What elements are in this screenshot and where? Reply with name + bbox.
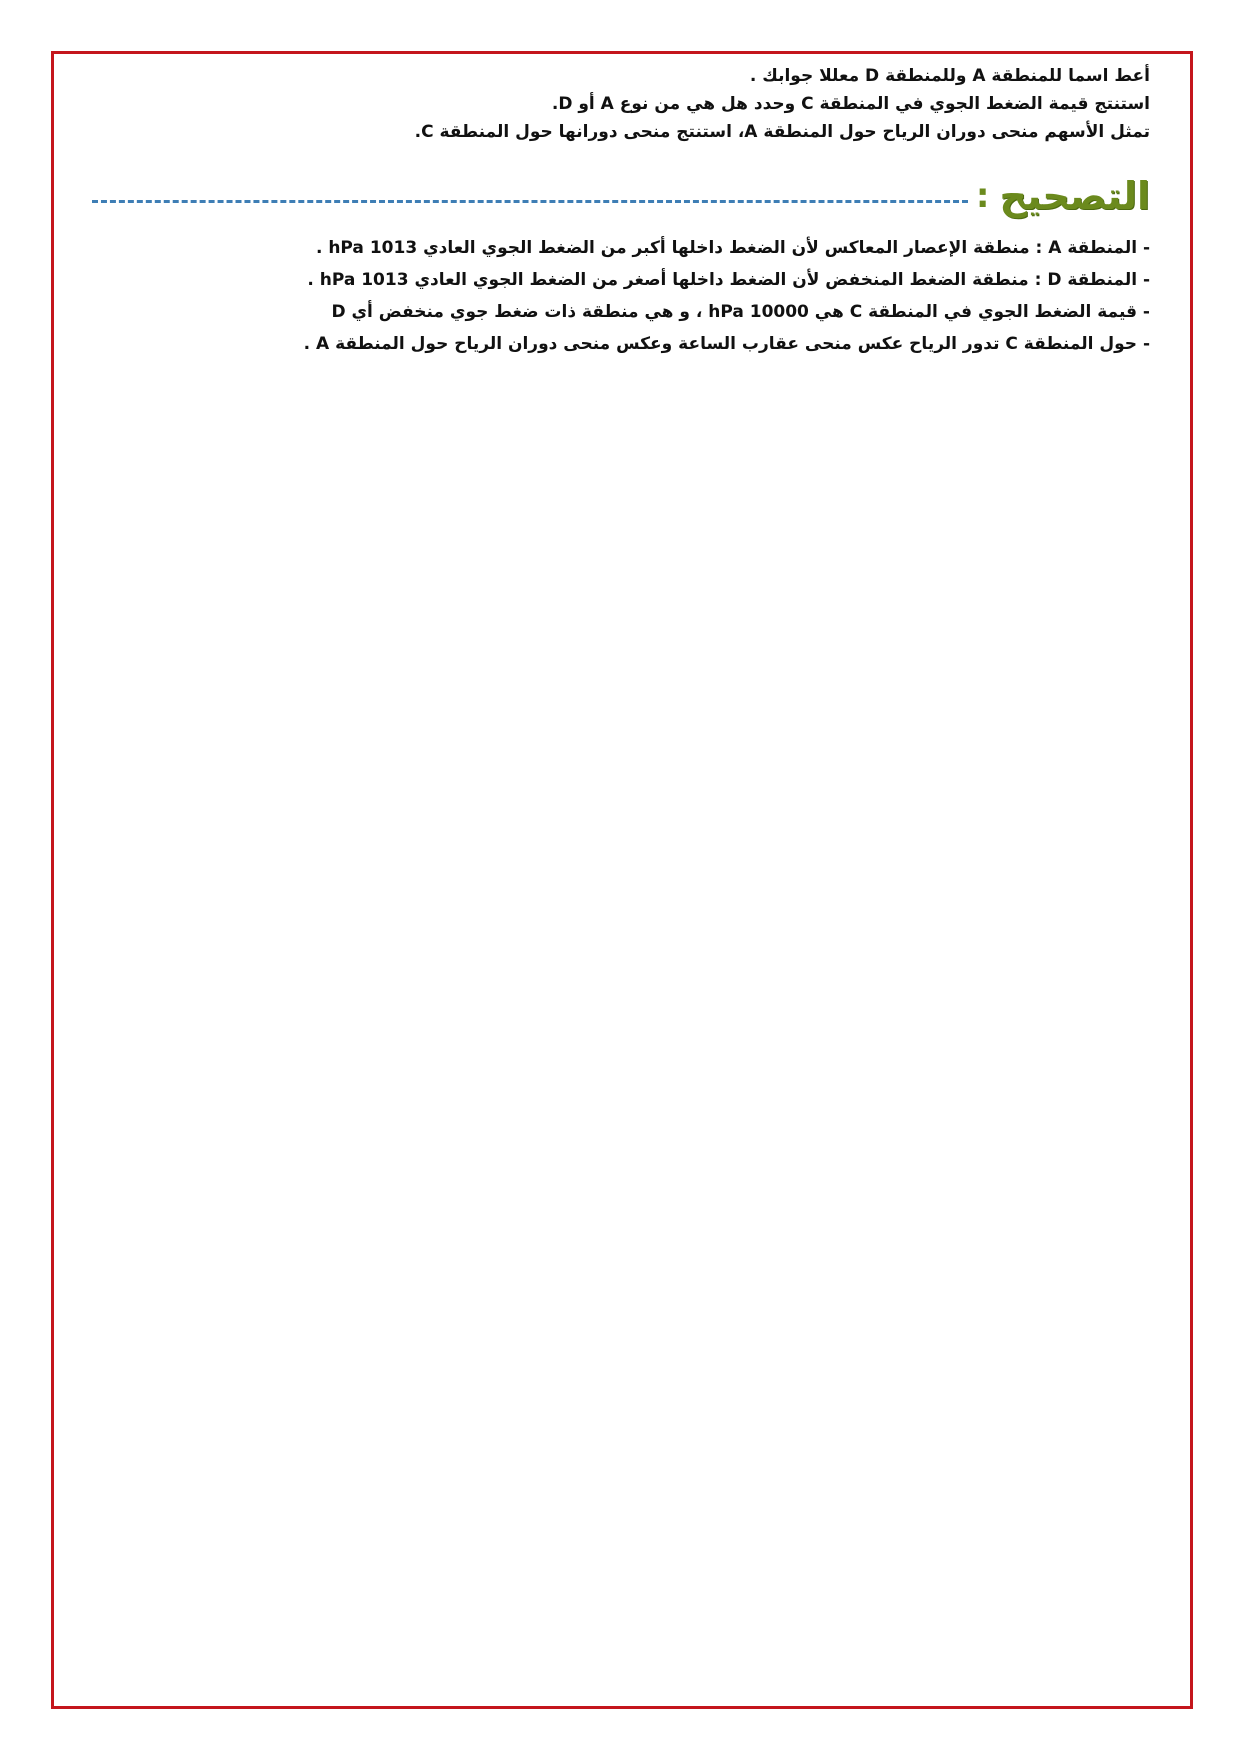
answer-line: - المنطقة D : منطقة الضغط المنخفض لأن الضغط داخلها أصغر من الضغط الجوي العادي 1013 hPa .: [307, 270, 1150, 290]
question-line: أعط اسما للمنطقة A وللمنطقة D معللا جوابك .: [749, 66, 1150, 86]
question-line: استنتج قيمة الضغط الجوي في المنطقة C وحدد هل هي من نوع A أو D.: [551, 94, 1150, 114]
answer-line: - المنطقة A : منطقة الإعصار المعاكس لأن الضغط داخلها أكبر من الضغط الجوي العادي 1013 hPa .: [315, 238, 1150, 258]
correction-heading: [92, 170, 1150, 222]
answer-line: - قيمة الضغط الجوي في المنطقة C هي 10000 hPa ، و هي منطقة ذات ضغط جوي منخفض أي D: [331, 302, 1150, 322]
page-frame: [51, 51, 1193, 1709]
questions-block: [92, 62, 1150, 146]
correction-title: التصحيح: [999, 174, 1150, 218]
document-content: [92, 62, 1150, 360]
correction-colon: :: [975, 176, 990, 216]
dashed-divider: [92, 200, 968, 203]
answers-block: [92, 232, 1150, 360]
answer-line: - حول المنطقة C تدور الرياح عكس منحى عقارب الساعة وعكس منحى دوران الرياح حول المنطقة A .: [303, 334, 1150, 354]
question-line: تمثل الأسهم منحى دوران الرياح حول المنطقة A، استنتج منحى دورانها حول المنطقة C.: [414, 122, 1150, 142]
